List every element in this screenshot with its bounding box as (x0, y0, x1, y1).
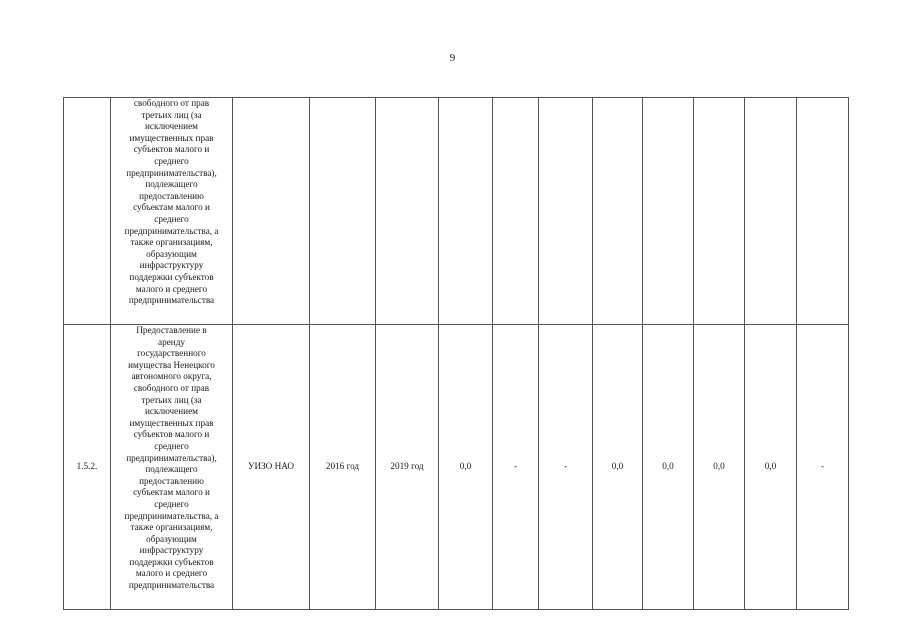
row-value: 0,0 (694, 325, 745, 610)
program-table (63, 97, 849, 610)
line-11: предпринимательства, а (124, 225, 219, 236)
line-1: третьих лиц (за (141, 109, 202, 120)
row-value: 0,0 (439, 325, 493, 610)
line-11: предпринимательства), (126, 452, 217, 463)
row-executor (233, 98, 310, 325)
page-number: 9 (449, 52, 456, 64)
line-6: третьих лиц (за (141, 394, 202, 405)
line-12: также организациям, (130, 237, 213, 248)
row-end: 2019 год (376, 325, 439, 610)
line-21: малого и среднего (135, 568, 208, 579)
line-0: Предоставление в (136, 325, 207, 335)
row-value (539, 98, 593, 325)
line-10: среднего (154, 440, 189, 451)
row-description (111, 98, 233, 325)
line-17: предпринимательства (128, 295, 215, 306)
row-number (64, 98, 111, 325)
line-17: также организациям, (130, 522, 213, 533)
line-18: образующим (146, 533, 197, 544)
row-value: 0,0 (643, 325, 694, 610)
line-3: имущественных прав (129, 132, 214, 143)
line-1: аренду (158, 336, 185, 347)
row-value (439, 98, 493, 325)
line-4: субъектов малого и (133, 144, 210, 155)
line-2: исключением (145, 121, 198, 132)
row-start (310, 98, 376, 325)
row-end (376, 98, 439, 325)
line-16: малого и среднего (135, 283, 208, 294)
row-value (593, 98, 643, 325)
table-row (64, 325, 849, 610)
row-value: 0,0 (745, 325, 797, 610)
line-13: образующим (146, 248, 197, 259)
line-2: государственного (137, 348, 206, 359)
row-value (694, 98, 745, 325)
line-8: предоставлению (139, 190, 204, 201)
row-value (745, 98, 797, 325)
line-0: свободного от прав (133, 98, 210, 108)
row-description-text (113, 325, 230, 609)
line-5: среднего (154, 155, 189, 166)
line-16: предпринимательства, а (124, 510, 219, 521)
line-10: среднего (154, 213, 189, 224)
line-8: имущественных прав (129, 417, 214, 428)
line-4: автономного округа, (131, 371, 212, 382)
row-value: - (797, 325, 849, 610)
row-description (111, 325, 233, 610)
line-19: инфраструктуру (139, 545, 204, 556)
line-22: предпринимательства (128, 580, 215, 591)
row-value: - (493, 325, 539, 610)
row-value: 0,0 (593, 325, 643, 610)
row-value (493, 98, 539, 325)
line-7: исключением (145, 406, 198, 417)
row-executor: УИЗО НАО (233, 325, 310, 610)
line-3: имущества Ненецкого (128, 359, 215, 370)
line-9: субъектам малого и (133, 202, 210, 213)
line-6: предпринимательства), (126, 167, 217, 178)
line-14: инфраструктуру (139, 260, 204, 271)
line-14: субъектам малого и (133, 487, 210, 498)
table-row (64, 98, 849, 325)
line-7: подлежащего (145, 179, 198, 190)
row-value (797, 98, 849, 325)
line-20: поддержки субъектов (129, 556, 214, 567)
row-value: - (539, 325, 593, 610)
row-value (643, 98, 694, 325)
row-number: 1.5.2. (64, 325, 111, 610)
line-12: подлежащего (145, 464, 198, 475)
line-9: субъектов малого и (133, 429, 210, 440)
line-5: свободного от прав (133, 382, 210, 393)
line-13: предоставлению (139, 475, 204, 486)
row-start: 2016 год (310, 325, 376, 610)
line-15: среднего (154, 498, 189, 509)
row-description-text (113, 98, 230, 324)
line-15: поддержки субъектов (129, 271, 214, 282)
